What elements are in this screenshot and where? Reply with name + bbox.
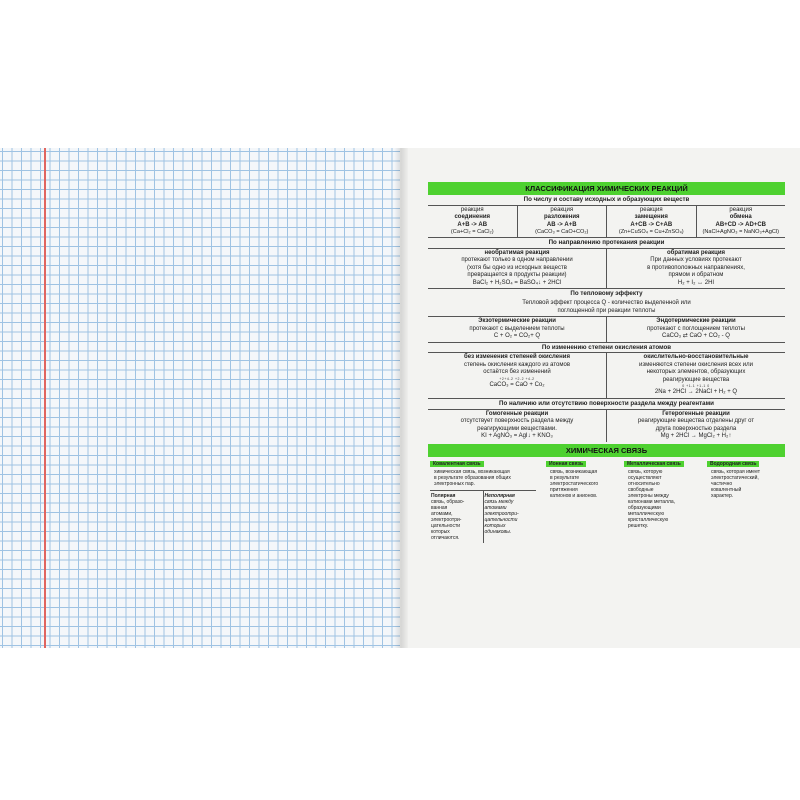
section-title-phase: По наличию или отсутствию поверхности раздела между реагентами (428, 399, 785, 410)
section-title-composition: По числу и составу исходных и образующих веществ (428, 195, 785, 206)
phase-row (428, 410, 785, 442)
irreversible-reaction: необратимая реакция протекают только в одном направлении (хотя бы одно из исходных веществ превращается в продукты реакции) BaCl₂ + H₂SO₄ = BaSO₄↓ + 2HCl (461, 249, 573, 286)
no-oxidation-change: без изменения степеней окисления степень окисления каждого из атомов остаётся без изменений +2+4-2 +2-2 +4-2 CaCO₃ = CaO + Co₂ (463, 354, 571, 388)
reaction-type-substitution: реакция замещения А+СВ -> С+АВ (Zn+CuSO₄ = Cu+ZnSO₄) (606, 206, 696, 237)
bonds-row (428, 461, 785, 543)
nonpolar-bond: Неполярная связь между атомами электроотри- цательности которых одинаковы. (483, 491, 537, 543)
notebook-spine (394, 148, 408, 648)
reaction-type-combination: реакция соединения А+В -> АВ (Са+Cl₂ = CaCl₂) (450, 206, 494, 236)
chemistry-reference-sheet (428, 182, 785, 543)
section-title-direction: По направлению протекания реакции (428, 238, 785, 249)
sheet-title: КЛАССИФИКАЦИЯ ХИМИЧЕСКИХ РЕАКЦИЙ (428, 182, 785, 195)
homogeneous-reaction: Гомогенные реакции отсутствует поверхность раздела между реагирующими веществами. KI + AgNO₃ = AgI↓ + KNO₃ (460, 410, 574, 440)
exothermic-reaction: Экзотермические реакции протекают с выделением теплоты C + O₂ = CO₂+ Q (469, 318, 565, 340)
metallic-bond: Металлическая связь связь, которую осуществляют относительно свободные электроны между катионами металла, образующими металлическую кристаллическую решетку. (618, 461, 703, 543)
bonds-title: ХИМИЧЕСКАЯ СВЯЗЬ (428, 444, 785, 457)
thermal-definition: Тепловой эффект процесса Q - количество выделенной или поглощенной при реакции теплоты (428, 299, 785, 317)
notebook-spread (0, 148, 800, 648)
heterogeneous-reaction: Гетерогенные реакции реагирующие вещества отделены друг от друга поверхностью раздела Mg + 2HCl → MgCl₂ + H₂↑ (606, 410, 785, 442)
margin-line (44, 148, 46, 648)
covalent-bond: Ковалентная связь химическая связь, возникающая в результате образования общих электронных пар. Полярная связь, образо- ванная атомами, электроотри- цательности которых отличаются. Неполярная связь между атомами электроотри- цательности которых одинаковы. (428, 461, 538, 543)
hydrogen-bond-tag: Водородная связь (707, 461, 759, 467)
composition-row (428, 206, 785, 238)
metallic-bond-tag: Металлическая связь (624, 461, 684, 467)
redox-reaction: окислительно-восстановительные изменяются степени окисления всех или некоторых элементов, образующих реагирующие вещества 0 +1-1 +1-1 0 2Na + 2HCl → 2NaCl + H₂ + Q (606, 353, 785, 398)
thermal-row (428, 317, 785, 343)
hydrogen-bond: Водородная связь связь, которая имеет электростатический, частично ковалентный характер. (703, 461, 785, 543)
covalent-bond-tag: Ковалентная связь (430, 461, 484, 467)
section-title-thermal: По тепловому эффекту (570, 290, 643, 298)
ionic-bond-tag: Ионная связь (546, 461, 586, 467)
oxidation-row (428, 353, 785, 399)
endothermic-reaction: Эндотермические реакции протекают с поглощением теплоты CaCO₃ ⇄ CaO + CO₂ - Q (606, 317, 785, 342)
section-title-oxidation: По изменению степени окисления атомов (428, 343, 785, 354)
direction-row (428, 249, 785, 290)
reaction-type-exchange: реакция обмена АВ+СD -> АD+СВ (NaCl+AgNO₃ = NaNO₃+AgCl) (696, 206, 786, 237)
grid-page (0, 148, 400, 648)
reference-page (400, 148, 800, 648)
reversible-reaction: обратимая реакция При данных условиях протекают в противоположных направлениях, прямом и обратном H₂ + I₂ ↔ 2HI (606, 249, 785, 289)
polar-bond: Полярная связь, образо- ванная атомами, электроотри- цательности которых отличаются. (431, 492, 465, 541)
reaction-type-decomposition: реакция разложения АВ -> А+В (CaCO₃ = CaO+CO₂) (517, 206, 607, 237)
ionic-bond: Ионная связь связь, возникающая в результате электростатического притяжения катионов и анионов. (538, 461, 618, 543)
